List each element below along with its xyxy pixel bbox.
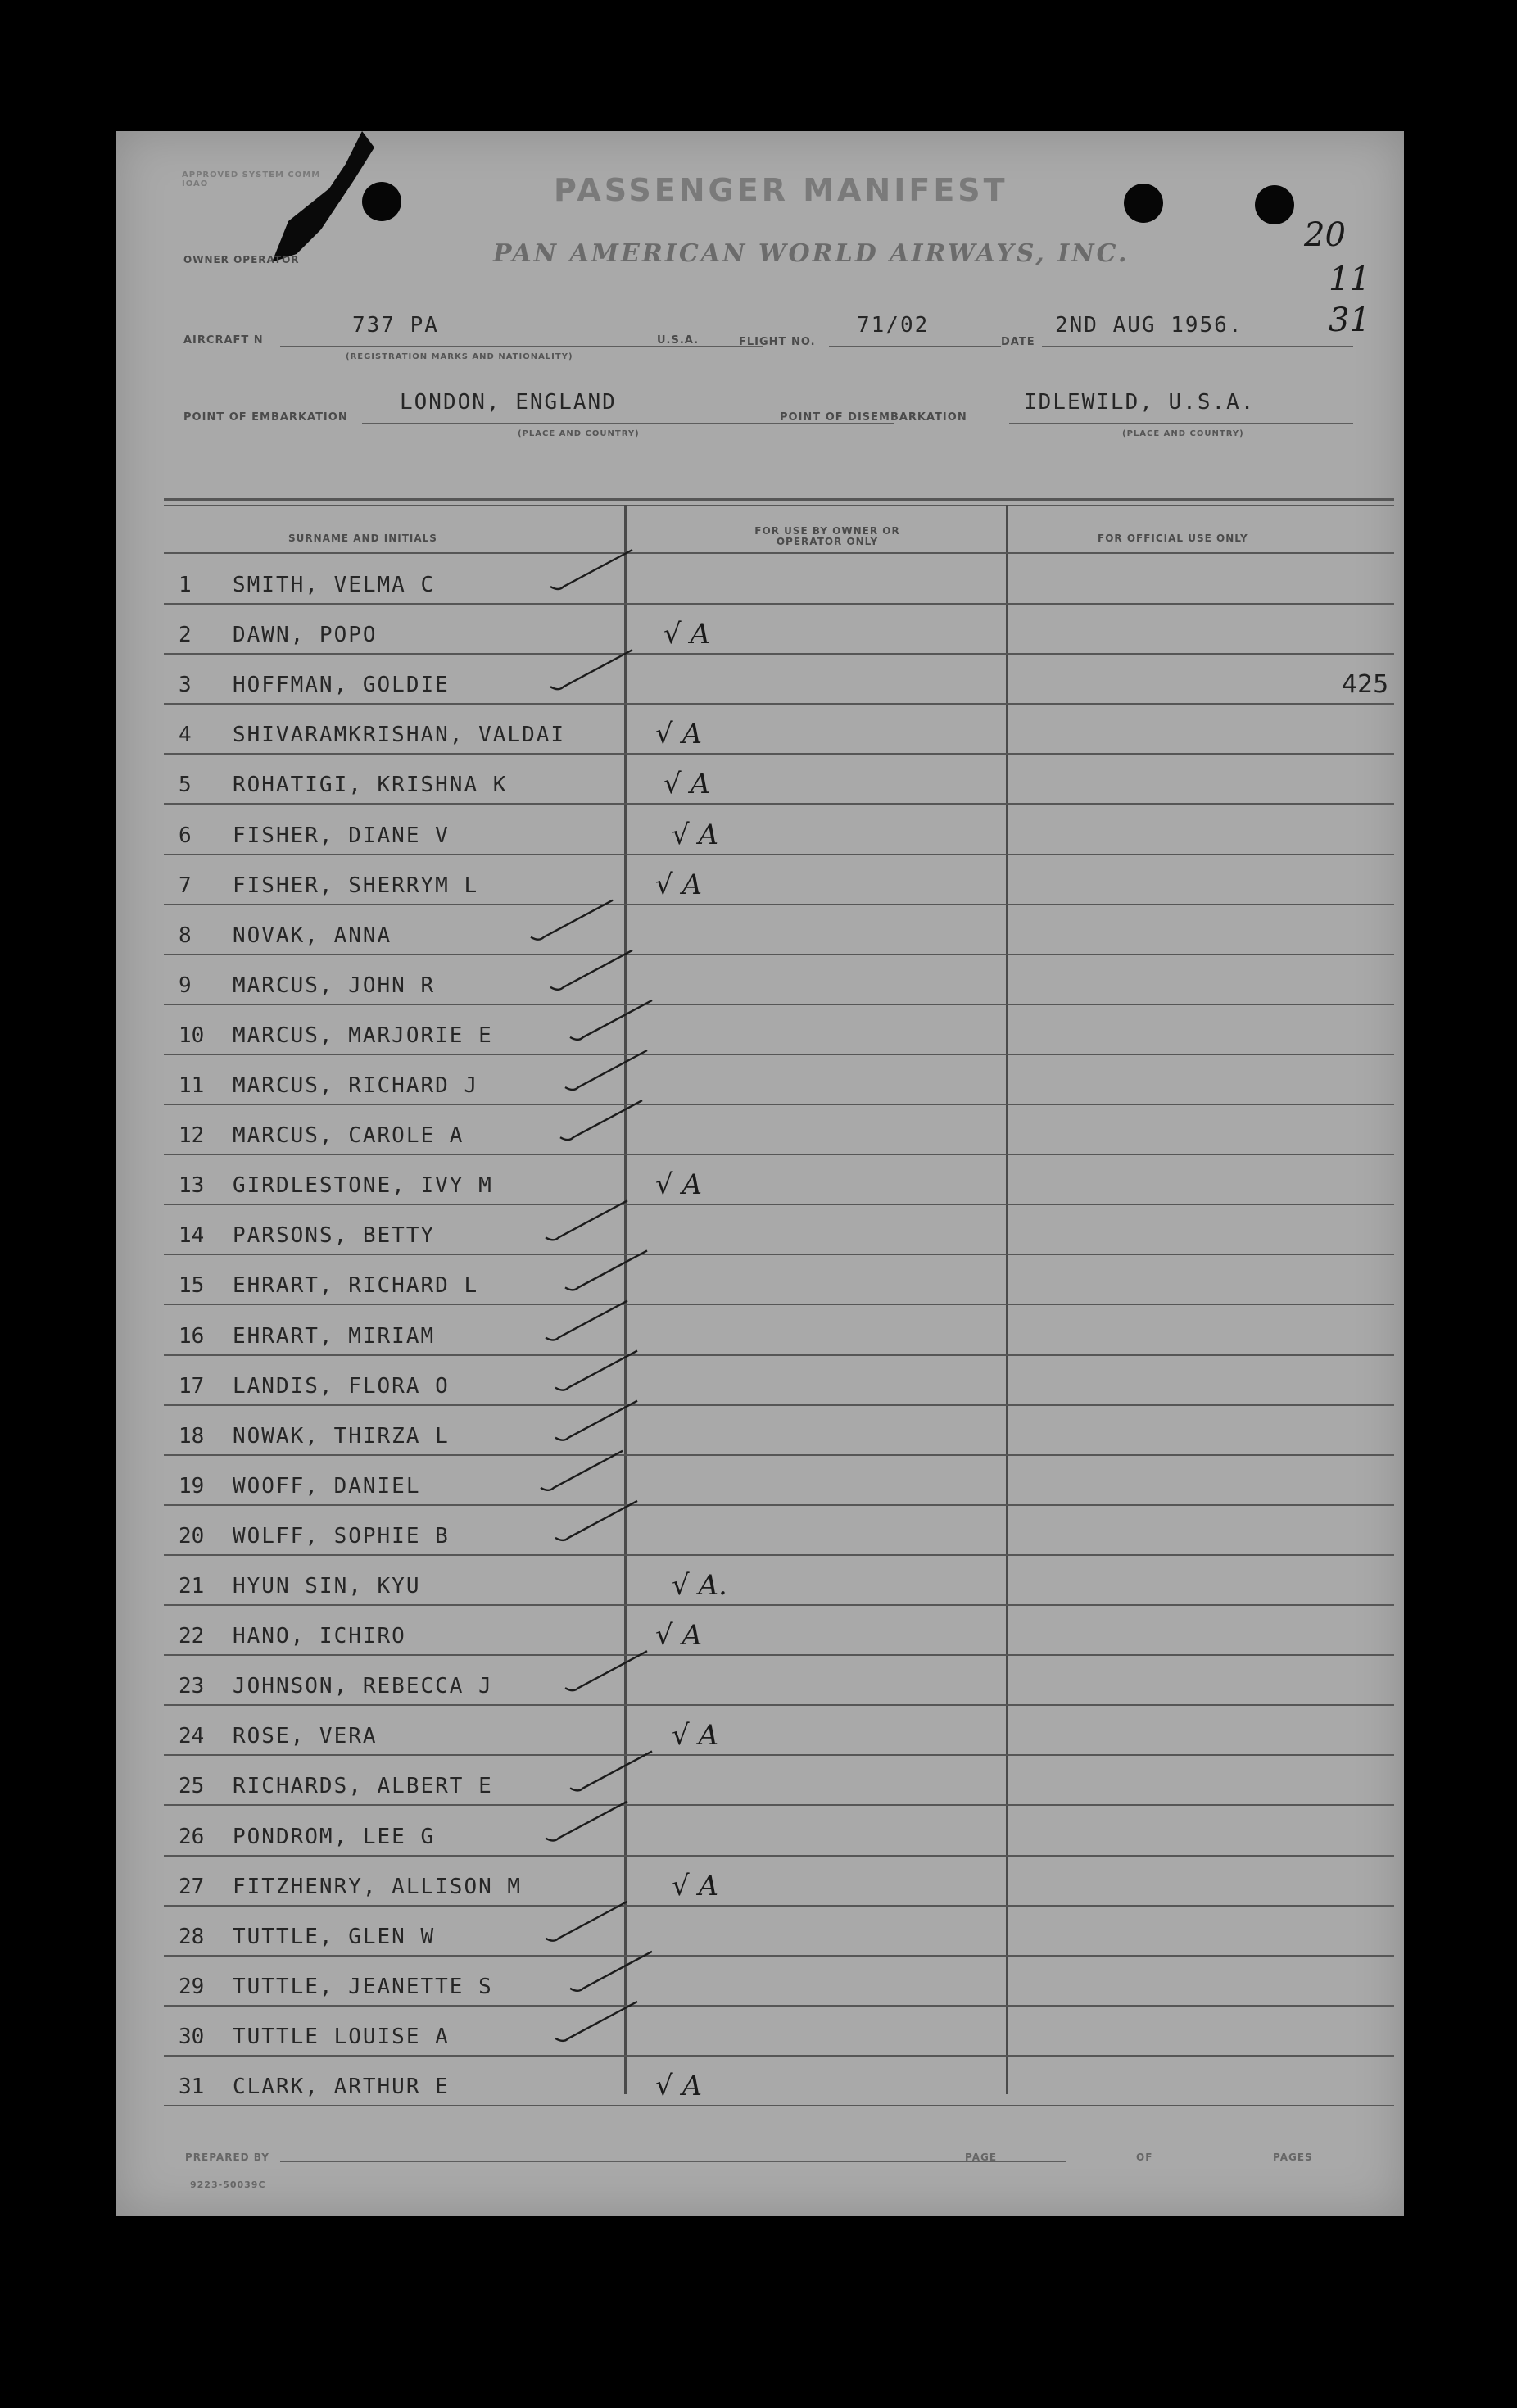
passenger-name: FITZHENRY, ALLISON M	[233, 1874, 523, 1899]
owner-check-mark: √ A	[655, 1619, 703, 1653]
flight-value: 71/02	[857, 313, 930, 338]
manifest-sheet	[116, 131, 1404, 2216]
col-header-name: SURNAME AND INITIALS	[288, 533, 437, 544]
pages-label: PAGES	[1273, 2152, 1313, 2163]
table-row	[164, 1956, 1394, 2006]
passenger-name: HANO, ICHIRO	[233, 1624, 406, 1649]
row-number: 8	[179, 923, 192, 948]
owner-check-mark: √ A.	[672, 1569, 727, 1602]
punch-hole-right-2	[1255, 185, 1294, 224]
row-number: 29	[179, 1974, 205, 1999]
owner-check-mark: √ A	[663, 768, 711, 801]
table-row	[164, 1755, 1394, 1805]
owner-check-mark: √ A	[672, 818, 719, 851]
passenger-name: MARCUS, RICHARD J	[233, 1073, 479, 1098]
table-row	[164, 1705, 1394, 1755]
usa-label: U.S.A.	[657, 334, 700, 347]
row-number: 7	[179, 873, 192, 898]
passenger-name: ROSE, VERA	[233, 1724, 378, 1749]
passenger-name: SMITH, VELMA C	[233, 573, 436, 597]
owner-check-mark: √ A	[672, 1719, 719, 1753]
official-use-value: 425	[1342, 670, 1389, 700]
owner-check-mark: √ A	[655, 1168, 703, 1202]
row-number: 10	[179, 1023, 205, 1048]
row-number: 9	[179, 973, 192, 998]
disembark-value: IDLEWILD, U.S.A.	[1024, 390, 1256, 415]
col-header-official: FOR OFFICIAL USE ONLY	[1098, 533, 1248, 544]
row-number: 25	[179, 1774, 205, 1799]
aircraft-label: AIRCRAFT N	[183, 334, 264, 347]
handwritten-count-2: 11	[1329, 261, 1370, 298]
row-number: 20	[179, 1523, 205, 1549]
table-row	[164, 554, 1394, 604]
table-row	[164, 1856, 1394, 1906]
page-label: PAGE	[965, 2152, 998, 2163]
table-row	[164, 1104, 1394, 1154]
table-row	[164, 1254, 1394, 1304]
table-row	[164, 654, 1394, 704]
passenger-name: DAWN, POPO	[233, 623, 378, 648]
row-number: 5	[179, 773, 192, 798]
handwritten-count-1: 20	[1304, 216, 1346, 254]
passenger-table	[164, 498, 1394, 2153]
table-row	[164, 855, 1394, 905]
table-row	[164, 1806, 1394, 1856]
row-number: 27	[179, 1874, 205, 1899]
owner-check-mark: √ A	[655, 2070, 703, 2102]
passenger-name: SHIVARAMKRISHAN, VALDAI	[233, 723, 566, 748]
handwritten-count-3: 31	[1329, 302, 1370, 339]
row-number: 1	[179, 573, 192, 597]
passenger-name: TUTTLE LOUISE A	[233, 2024, 450, 2049]
approved-stamp: APPROVED SYSTEM COMM IOAO	[182, 170, 321, 188]
row-number: 30	[179, 2024, 205, 2049]
passenger-name: NOWAK, THIRZA L	[233, 1423, 450, 1449]
row-number: 14	[179, 1223, 205, 1249]
page-title: PASSENGER MANIFEST	[554, 172, 1008, 208]
embark-value: LONDON, ENGLAND	[400, 390, 617, 415]
disembark-sublabel: (PLACE AND COUNTRY)	[1122, 429, 1244, 438]
table-row	[164, 2056, 1394, 2106]
table-row	[164, 1305, 1394, 1355]
owner-check-mark: √ A	[663, 618, 711, 651]
owner-operator-label: OWNER OPERATOR	[183, 254, 300, 265]
row-number: 3	[179, 673, 192, 698]
table-row	[164, 1054, 1394, 1104]
passenger-name: MARCUS, CAROLE A	[233, 1123, 464, 1149]
passenger-name: PARSONS, BETTY	[233, 1223, 436, 1249]
passenger-name: FISHER, SHERRYM L	[233, 873, 479, 898]
table-row	[164, 1455, 1394, 1505]
table-row	[164, 955, 1394, 1004]
row-number: 19	[179, 1473, 205, 1499]
table-row	[164, 1555, 1394, 1605]
passenger-name: WOLFF, SOPHIE B	[233, 1523, 450, 1549]
table-row	[164, 1405, 1394, 1455]
table-row	[164, 754, 1394, 804]
table-row	[164, 1906, 1394, 1956]
table-row	[164, 905, 1394, 955]
passenger-name: PONDROM, LEE G	[233, 1824, 436, 1849]
row-number: 28	[179, 1924, 205, 1949]
passenger-name: MARCUS, JOHN R	[233, 973, 436, 998]
embark-label: POINT OF EMBARKATION	[183, 411, 348, 424]
passenger-name: ROHATIGI, KRISHNA K	[233, 773, 508, 798]
owner-check-mark: √ A	[655, 718, 703, 751]
table-row	[164, 805, 1394, 855]
passenger-name: CLARK, ARTHUR E	[233, 2075, 450, 2099]
disembark-label: POINT OF DISEMBARKATION	[780, 411, 967, 424]
punch-hole-right-1	[1124, 184, 1163, 223]
aircraft-sublabel: (REGISTRATION MARKS AND NATIONALITY)	[346, 352, 573, 361]
embark-sublabel: (PLACE AND COUNTRY)	[518, 429, 640, 438]
table-row	[164, 2006, 1394, 2056]
owner-check-mark: √ A	[672, 1869, 719, 1902]
table-row	[164, 1154, 1394, 1204]
aircraft-value: 737 PA	[352, 313, 439, 338]
airline-name: PAN AMERICAN WORLD AIRWAYS, INC.	[493, 239, 1130, 268]
table-row	[164, 704, 1394, 754]
row-number: 6	[179, 823, 192, 848]
passenger-name: LANDIS, FLORA O	[233, 1373, 450, 1399]
row-number: 23	[179, 1674, 205, 1699]
table-row	[164, 604, 1394, 654]
passenger-name: NOVAK, ANNA	[233, 923, 392, 948]
row-number: 24	[179, 1724, 205, 1749]
table-row	[164, 1655, 1394, 1705]
row-number: 12	[179, 1123, 205, 1149]
table-row	[164, 1505, 1394, 1555]
passenger-name: EHRART, RICHARD L	[233, 1273, 479, 1299]
form-number: 9223-50039C	[190, 2179, 266, 2190]
flight-label: FLIGHT NO.	[739, 336, 816, 348]
passenger-name: TUTTLE, GLEN W	[233, 1924, 436, 1949]
passenger-name: TUTTLE, JEANETTE S	[233, 1974, 493, 1999]
passenger-name: WOOFF, DANIEL	[233, 1473, 421, 1499]
of-label: OF	[1136, 2152, 1153, 2163]
row-number: 13	[179, 1173, 205, 1199]
date-value: 2ND AUG 1956.	[1055, 313, 1243, 338]
table-row	[164, 1605, 1394, 1655]
row-number: 4	[179, 723, 192, 748]
prepared-by-label: PREPARED BY	[185, 2152, 269, 2163]
torn-corner-mark	[239, 131, 378, 295]
row-number: 31	[179, 2075, 205, 2099]
row-number: 11	[179, 1073, 205, 1098]
passenger-name: GIRDLESTONE, IVY M	[233, 1173, 493, 1199]
date-label: DATE	[1001, 336, 1035, 348]
table-row	[164, 1004, 1394, 1054]
owner-check-mark: √ A	[655, 868, 703, 901]
row-number: 2	[179, 623, 192, 648]
row-number: 18	[179, 1423, 205, 1449]
passenger-name: FISHER, DIANE V	[233, 823, 450, 848]
row-number: 26	[179, 1824, 205, 1849]
passenger-name: HOFFMAN, GOLDIE	[233, 673, 450, 698]
row-divider	[164, 2105, 1394, 2106]
passenger-name: MARCUS, MARJORIE E	[233, 1023, 493, 1048]
row-number: 17	[179, 1373, 205, 1399]
table-row	[164, 1355, 1394, 1405]
passenger-name: RICHARDS, ALBERT E	[233, 1774, 493, 1799]
passenger-name: EHRART, MIRIAM	[233, 1323, 436, 1349]
row-number: 15	[179, 1273, 205, 1299]
row-number: 22	[179, 1624, 205, 1649]
passenger-name: JOHNSON, REBECCA J	[233, 1674, 493, 1699]
row-number: 16	[179, 1323, 205, 1349]
col-header-owner: FOR USE BY OWNER OR OPERATOR ONLY	[754, 525, 900, 547]
table-row	[164, 1204, 1394, 1254]
passenger-name: HYUN SIN, KYU	[233, 1574, 421, 1599]
row-number: 21	[179, 1574, 205, 1599]
